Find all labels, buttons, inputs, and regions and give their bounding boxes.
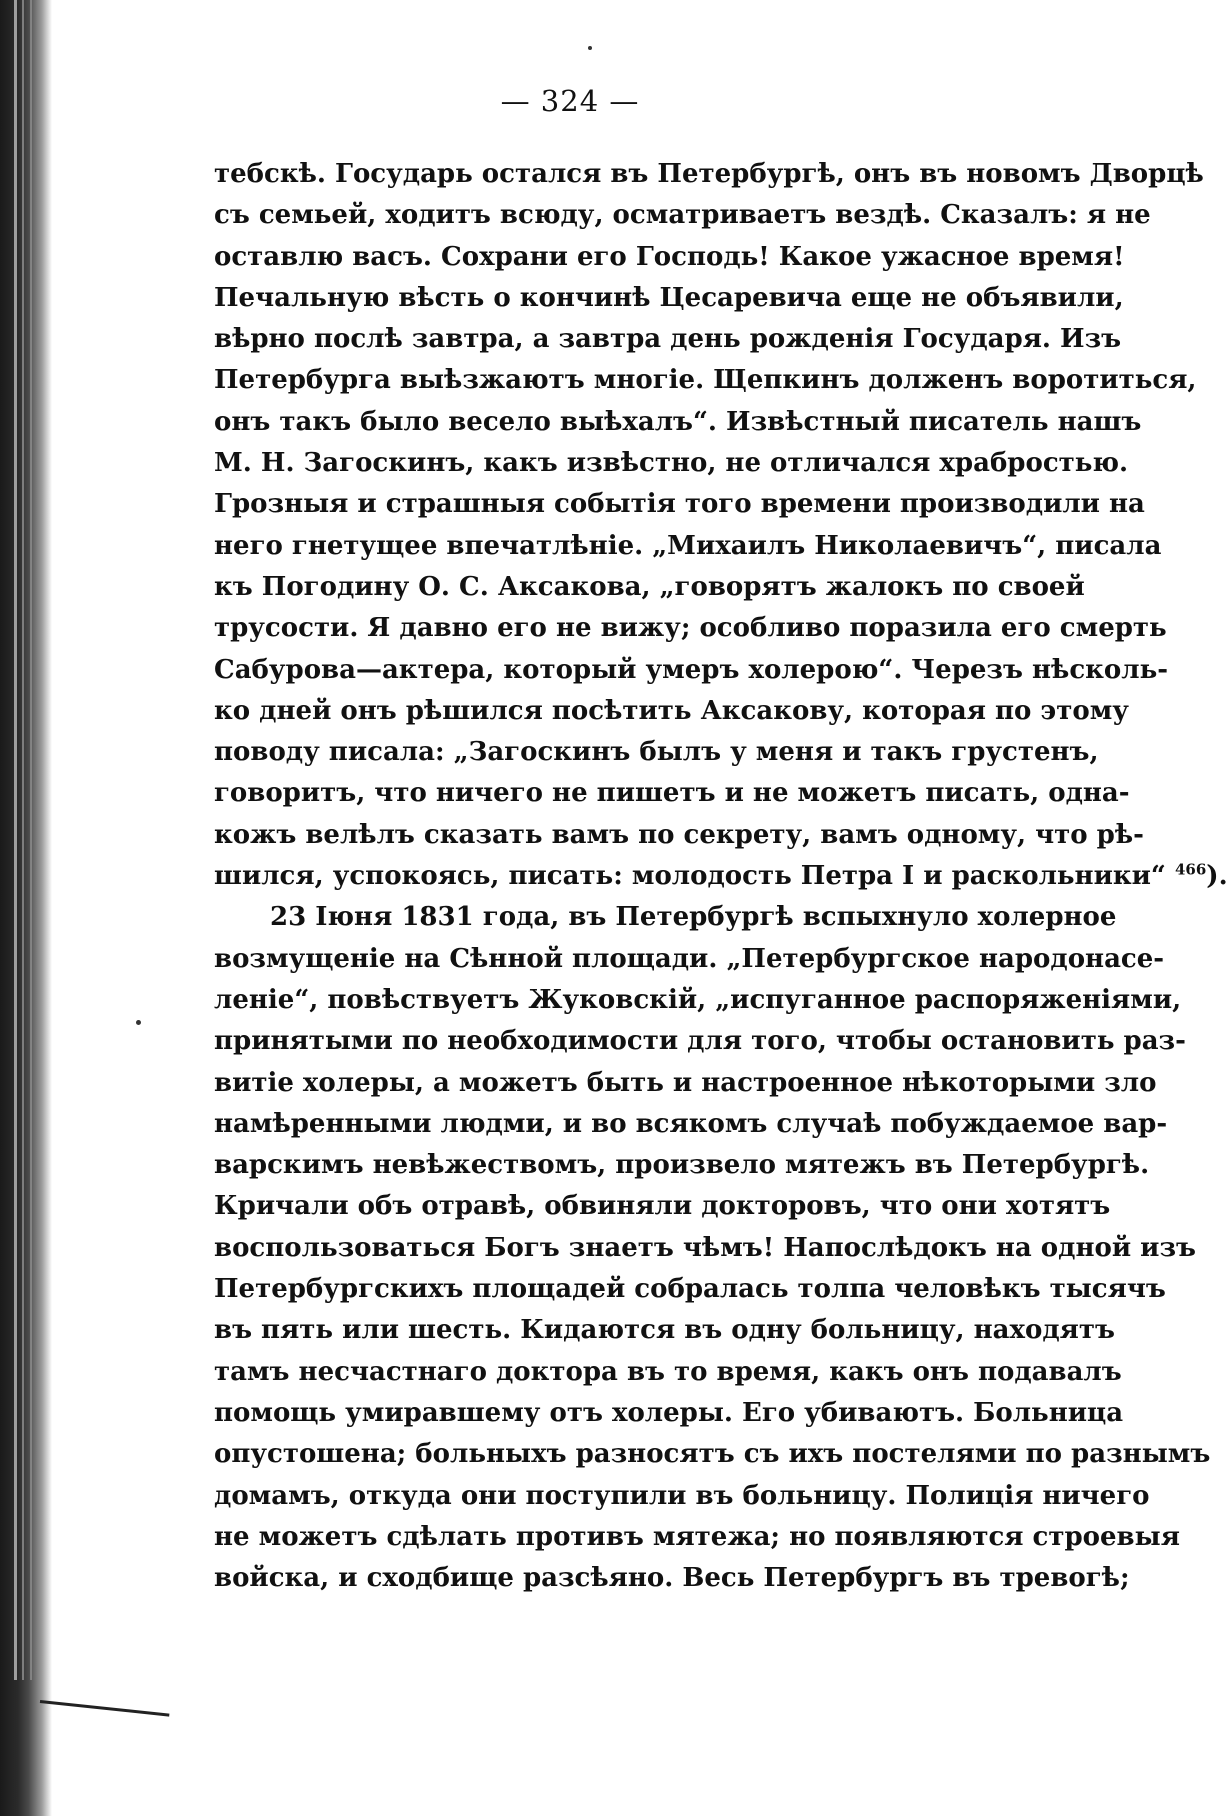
text-line: говоритъ, что ничего не пишетъ и не можетъ писать, одна-	[214, 778, 1130, 809]
text-line: не можетъ сдѣлать противъ мятежа; но появляются строевыя	[214, 1521, 1180, 1552]
text-line: домамъ, откуда они поступили въ больницу. Полиція ничего	[214, 1480, 1150, 1511]
text-line: тебскѣ. Государь остался въ Петербургѣ, онъ въ новомъ Дворцѣ	[214, 159, 1204, 189]
text-line: съ семьей, ходитъ всюду, осматриваетъ вездѣ. Сказалъ: я не	[214, 200, 1151, 231]
binding-edge-line	[22, 0, 24, 1680]
text-line: опустошена; больныхъ разносятъ съ ихъ постелями по разнымъ	[214, 1439, 1211, 1470]
text-line: Кричали объ отравѣ, обвиняли докторовъ, что они хотятъ	[214, 1191, 1111, 1222]
text-line: помощь умиравшему отъ холеры. Его убиваютъ. Больница	[214, 1397, 1124, 1428]
footnote-line-text: шился, успокоясь, писать: молодость Петра I и раскольники“	[214, 861, 1166, 892]
text-line: трусости. Я давно его не вижу; особливо поразила его смерть	[214, 613, 1167, 644]
book-binding-gutter	[0, 0, 52, 1816]
text-line: витіе холеры, а можетъ быть и настроенное нѣкоторыми зло	[214, 1067, 1157, 1098]
text-line: него гнетущее впечатлѣніе. „Михаилъ Николаевичъ“, писала	[214, 530, 1162, 561]
binding-edge-line	[14, 0, 17, 1680]
body-text	[214, 154, 1228, 1599]
text-line: Петербургскихъ площадей собралась толпа человѣкъ тысячъ	[214, 1274, 1166, 1305]
text-line: тамъ несчастнаго доктора въ то время, какъ онъ подавалъ	[214, 1356, 1122, 1387]
text-line: принятыми по необходимости для того, чтобы остановить раз-	[214, 1026, 1186, 1057]
text-line: оставлю васъ. Сохрани его Господь! Какое ужасное время!	[214, 241, 1125, 272]
scan-speck	[588, 46, 592, 50]
page-number: — 324 —	[500, 84, 640, 118]
text-line: войска, и сходбище разсѣяно. Весь Петербургъ въ тревогѣ;	[214, 1563, 1130, 1594]
text-line: ко дней онъ рѣшился посѣтить Аксакову, которая по этому	[214, 695, 1129, 726]
text-line: къ Погодину О. С. Аксакова, „говорятъ жалокъ по своей	[214, 571, 1085, 602]
text-line: Сабурова—актера, который умеръ холерою“. Черезъ нѣсколь-	[214, 654, 1169, 685]
binding-edge-line	[30, 0, 32, 1680]
text-line: Грозныя и страшныя событія того времени производили на	[214, 489, 1145, 520]
footnote-reference[interactable]: 466	[1174, 860, 1207, 879]
text-line: леніе“, повѣствуетъ Жуковскій, „испуганное распоряженіями,	[214, 984, 1182, 1015]
binding-tail-mark	[40, 1700, 170, 1717]
text-line: Печальную вѣсть о кончинѣ Цесаревича еще не объявили,	[214, 282, 1124, 313]
text-line: вѣрно послѣ завтра, а завтра день рожденія Государя. Изъ	[214, 324, 1122, 355]
scan-speck	[136, 1020, 141, 1025]
text-line: воспользоваться Богъ знаетъ чѣмъ! Напослѣдокъ на одной изъ	[214, 1232, 1196, 1263]
paragraph-first-line: 23 Іюня 1831 года, въ Петербургѣ вспыхнуло холерное	[270, 902, 1117, 933]
text-line: въ пять или шесть. Кидаются въ одну больницу, находятъ	[214, 1315, 1115, 1346]
footnote-line-tail: ).	[1206, 861, 1228, 892]
text-line: возмущеніе на Сѣнной площади. „Петербургское народонасе-	[214, 943, 1165, 974]
footnote-text-line	[214, 856, 1228, 897]
text-line: М. Н. Загоскинъ, какъ извѣстно, не отличался храбростью.	[214, 448, 1129, 479]
text-line: онъ такъ было весело выѣхалъ“. Извѣстный писатель нашъ	[214, 406, 1142, 437]
text-line: Петербурга выѣзжаютъ многіе. Щепкинъ долженъ воротиться,	[214, 365, 1197, 396]
text-line: поводу писала: „Загоскинъ былъ у меня и такъ грустенъ,	[214, 737, 1099, 768]
text-line: намѣренными людми, и во всякомъ случаѣ побуждаемое вар-	[214, 1108, 1168, 1139]
text-line: варскимъ невѣжествомъ, произвело мятежъ въ Петербургѣ.	[214, 1150, 1150, 1181]
text-line: кожъ велѣлъ сказать вамъ по секрету, вамъ одному, что рѣ-	[214, 819, 1144, 850]
